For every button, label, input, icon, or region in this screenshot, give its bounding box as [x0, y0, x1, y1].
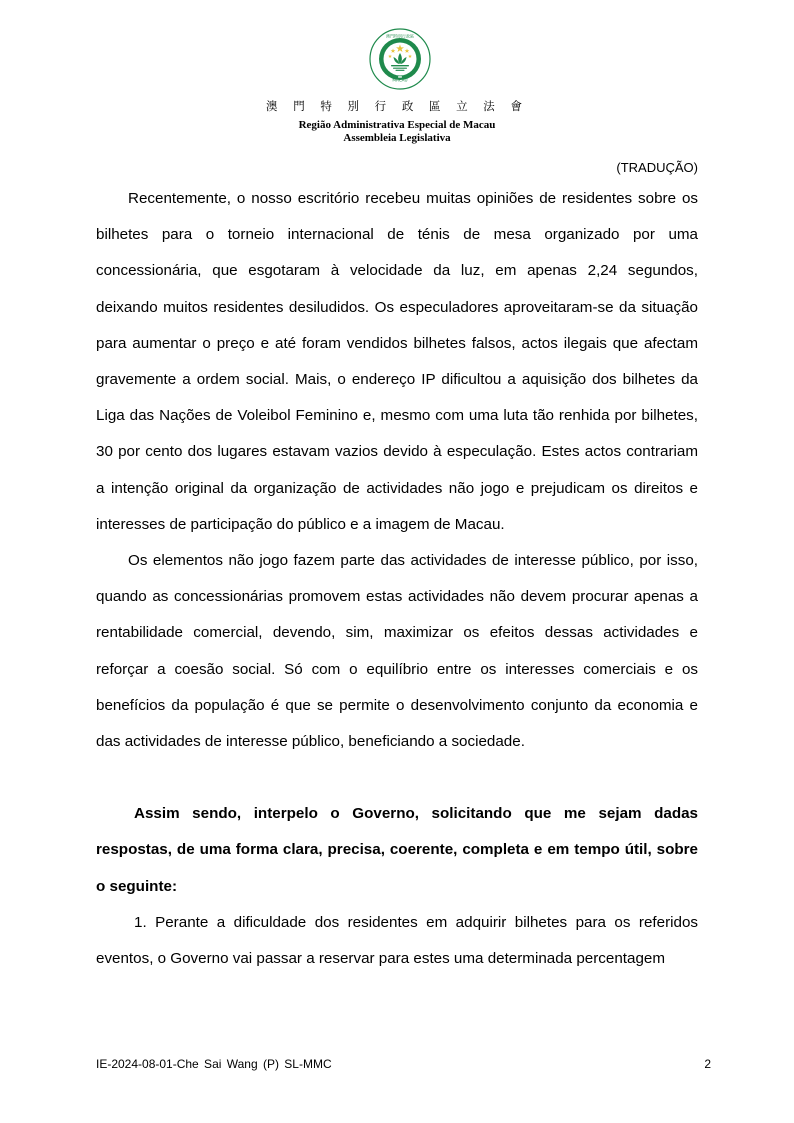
body-paragraph-1: Recentemente, o nosso escritório recebeu muitas opiniões de residentes sobre os bilhetes para o torneio internacional de ténis de mesa organizado por uma concessionária, que esgotaram à velocidade da luz, em apenas 2,24 segundos, deixando muitos residentes desiludidos. Os especuladores aproveitaram-se da situação para aumentar o preço e até foram vendidos bilhetes falsos, actos ilegais que afectam gravemente a ordem social. Mais, o endereço IP dificultou a aquisição dos bilhetes da Liga das Nações de Voleibol Feminino e, mesmo com uma luta tão renhida por bilhetes, 30 por cento dos lugares estavam vazios devido à especulação. Estes actos contrariam a intenção original da organização de actividades não jogo e prejudicam os direitos e interesses de participação do público e a imagem de Macau.	[96, 190, 698, 533]
legislative-assembly-chinese-title: 澳 門 特 別 行 政 區 立 法 會	[266, 99, 528, 113]
page-number: 2	[704, 1057, 711, 1071]
emblem-graphic	[369, 28, 431, 90]
assembly-name: Assembleia Legislativa	[343, 132, 451, 144]
macau-regional-emblem-icon	[369, 28, 431, 90]
document-reference: IE-2024-08-01-Che Sai Wang (P) SL-MMC	[96, 1057, 332, 1071]
question-intro: Assim sendo, interpelo o Governo, solicitando que me sejam dadas respostas, de uma forma clara, precisa, coerente, completa e em tempo útil, sobre o seguinte:	[96, 805, 698, 895]
svg-text:MACAU: MACAU	[392, 77, 408, 83]
document-body	[96, 181, 698, 977]
svg-text:澳門特別行政區: 澳門特別行政區	[386, 33, 414, 39]
translation-tag: (TRADUÇÃO)	[616, 160, 698, 175]
question-item-1: 1. Perante a dificuldade dos residentes em adquirir bilhetes para os referidos eventos, o Governo vai passar a reservar para estes uma determinada percentagem	[96, 913, 698, 968]
body-paragraph-2: Os elementos não jogo fazem parte das actividades de interesse público, por isso, quando as concessionárias promovem estas actividades não devem procurar apenas a rentabilidade comercial, devendo, sim, maximizar os efeitos dessas actividades e reforçar a coesão social. Só com o equilíbrio entre os interesses comerciais e os benefícios da população é que se permite o desenvolvimento conjunto da economia e das actividades de interesse público, beneficiando a sociedade.	[96, 552, 698, 751]
region-name: Região Administrativa Especial de Macau	[298, 119, 496, 131]
